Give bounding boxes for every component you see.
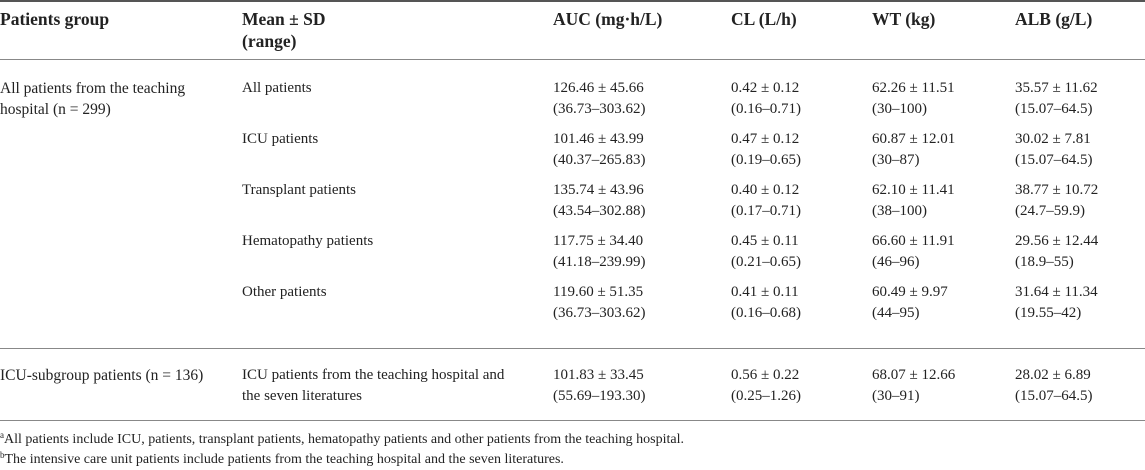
cl-mean: 0.45 ± 0.11	[731, 233, 799, 249]
cell-wt	[872, 282, 948, 324]
cell-wt	[872, 231, 955, 273]
table-top-rule	[0, 0, 1145, 2]
cl-range: (0.17–0.71)	[731, 203, 801, 219]
cell-alb	[1015, 180, 1098, 222]
group-name-icu-subgroup: ICU-subgroup patients (n = 136)	[0, 367, 204, 384]
wt-range: (30–100)	[872, 101, 927, 117]
cell-alb	[1015, 129, 1093, 171]
wt-range: (44–95)	[872, 305, 920, 321]
cell-alb	[1015, 282, 1098, 324]
row-label-all-patients: All patients	[242, 80, 312, 96]
group-name-line1: All patients from the teaching	[0, 80, 186, 97]
cell-wt	[872, 78, 955, 120]
auc-range: (36.73–303.62)	[553, 305, 646, 321]
cell-alb	[1015, 231, 1098, 273]
wt-mean: 62.10 ± 11.41	[872, 182, 955, 198]
cl-mean: 0.47 ± 0.12	[731, 131, 800, 147]
wt-range: (38–100)	[872, 203, 927, 219]
cell-alb	[1015, 78, 1098, 120]
header-rule	[0, 59, 1145, 60]
auc-range: (36.73–303.62)	[553, 101, 646, 117]
cell-wt	[872, 365, 955, 407]
cl-range: (0.25–1.26)	[731, 388, 801, 404]
auc-mean: 126.46 ± 45.66	[553, 80, 644, 96]
row-label-line1: ICU patients from the teaching hospital and	[242, 367, 505, 383]
wt-mean: 68.07 ± 12.66	[872, 367, 956, 383]
cell-auc	[553, 231, 646, 273]
footnote-mark: a	[0, 430, 4, 440]
footnote-a	[0, 431, 684, 449]
cl-mean: 0.41 ± 0.11	[731, 284, 799, 300]
cl-range: (0.21–0.65)	[731, 254, 801, 270]
row-label-icu-patients: ICU patients	[242, 131, 319, 147]
footnote-text: The intensive care unit patients include patients from the teaching hospital and the seven literatures.	[4, 452, 564, 467]
cl-range: (0.19–0.65)	[731, 152, 801, 168]
cl-mean: 0.40 ± 0.12	[731, 182, 800, 198]
cell-cl	[731, 180, 801, 222]
cell-auc	[553, 180, 646, 222]
auc-mean: 117.75 ± 34.40	[553, 233, 644, 249]
cell-alb	[1015, 365, 1093, 407]
auc-range: (41.18–239.99)	[553, 254, 646, 270]
alb-range: (15.07–64.5)	[1015, 388, 1093, 404]
alb-mean: 28.02 ± 6.89	[1015, 367, 1091, 383]
header-patients-group: Patients group	[0, 9, 110, 29]
cell-cl	[731, 282, 801, 324]
alb-mean: 38.77 ± 10.72	[1015, 182, 1099, 198]
cell-cl	[731, 231, 801, 273]
group-name-teaching-hospital	[0, 78, 185, 120]
auc-mean: 119.60 ± 51.35	[553, 284, 644, 300]
header-auc: AUC (mg·h/L)	[553, 9, 663, 29]
alb-range: (24.7–59.9)	[1015, 203, 1085, 219]
row-label-other-patients: Other patients	[242, 284, 327, 300]
alb-range: (15.07–64.5)	[1015, 152, 1093, 168]
header-cl: CL (L/h)	[731, 9, 797, 29]
table-bottom-rule	[0, 420, 1145, 421]
wt-mean: 66.60 ± 11.91	[872, 233, 955, 249]
footnote-text: All patients include ICU, patients, transplant patients, hematopathy patients and other patients from the teaching hospital.	[4, 432, 684, 447]
auc-range: (40.37–265.83)	[553, 152, 646, 168]
alb-mean: 35.57 ± 11.62	[1015, 80, 1098, 96]
auc-mean: 135.74 ± 43.96	[553, 182, 644, 198]
row-label-line2: the seven literatures	[242, 388, 362, 404]
header-wt: WT (kg)	[872, 9, 936, 29]
cl-mean: 0.56 ± 0.22	[731, 367, 800, 383]
auc-range: (43.54–302.88)	[553, 203, 646, 219]
cell-cl	[731, 129, 801, 171]
cell-wt	[872, 180, 955, 222]
footnote-b	[0, 451, 564, 469]
row-label-icu-combined	[242, 365, 504, 407]
wt-mean: 60.49 ± 9.97	[872, 284, 948, 300]
header-alb: ALB (g/L)	[1015, 9, 1093, 29]
cl-mean: 0.42 ± 0.12	[731, 80, 800, 96]
group-separator-rule	[0, 348, 1145, 349]
alb-range: (19.55–42)	[1015, 305, 1082, 321]
alb-mean: 31.64 ± 11.34	[1015, 284, 1098, 300]
alb-range: (18.9–55)	[1015, 254, 1074, 270]
cell-auc	[553, 129, 646, 171]
cell-wt	[872, 129, 955, 171]
wt-range: (46–96)	[872, 254, 920, 270]
alb-mean: 30.02 ± 7.81	[1015, 131, 1091, 147]
wt-range: (30–87)	[872, 152, 920, 168]
header-mean-sd-line2: (range)	[242, 31, 297, 51]
row-label-transplant-patients: Transplant patients	[242, 182, 357, 198]
header-mean-sd-line1: Mean ± SD	[242, 9, 326, 29]
cell-cl	[731, 365, 801, 407]
cl-range: (0.16–0.68)	[731, 305, 801, 321]
cell-auc	[553, 282, 646, 324]
alb-mean: 29.56 ± 12.44	[1015, 233, 1099, 249]
wt-mean: 60.87 ± 12.01	[872, 131, 956, 147]
wt-mean: 62.26 ± 11.51	[872, 80, 955, 96]
alb-range: (15.07–64.5)	[1015, 101, 1093, 117]
wt-range: (30–91)	[872, 388, 920, 404]
auc-range: (55.69–193.30)	[553, 388, 646, 404]
cell-auc	[553, 365, 646, 407]
header-mean-sd	[242, 8, 326, 52]
footnote-mark: b	[0, 450, 5, 460]
cl-range: (0.16–0.71)	[731, 101, 801, 117]
cell-cl	[731, 78, 801, 120]
row-label-hematopathy-patients: Hematopathy patients	[242, 233, 374, 249]
cell-auc	[553, 78, 646, 120]
auc-mean: 101.46 ± 43.99	[553, 131, 644, 147]
auc-mean: 101.83 ± 33.45	[553, 367, 644, 383]
group-name-line2: hospital (n = 299)	[0, 101, 111, 118]
